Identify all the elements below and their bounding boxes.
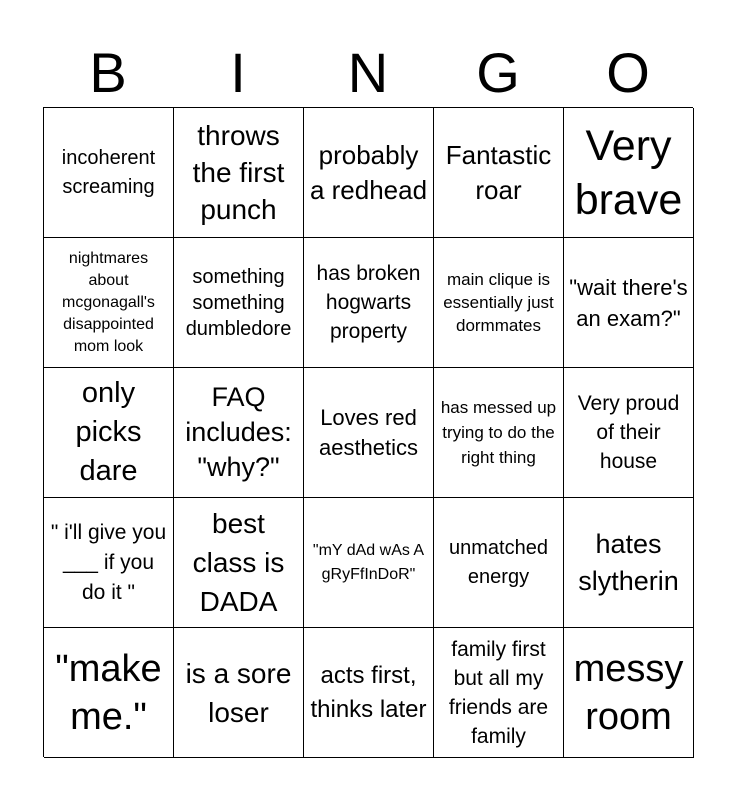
- cell-text: something something dumbledore: [185, 265, 292, 340]
- bingo-header: [43, 40, 693, 106]
- bingo-cell-r2-c4[interactable]: [434, 238, 564, 368]
- bingo-cell-r4-c4[interactable]: [434, 498, 564, 628]
- bingo-cell-r2-c5[interactable]: [564, 238, 694, 368]
- header-letter-g: G: [476, 41, 520, 104]
- bingo-board: [43, 107, 693, 757]
- bingo-cell-r5-c2[interactable]: [174, 628, 304, 758]
- bingo-cell-r4-c3[interactable]: [304, 498, 434, 628]
- bingo-cell-r2-c1[interactable]: [44, 238, 174, 368]
- cell-text: unmatched energy: [449, 536, 548, 588]
- cell-text: Very brave: [574, 121, 683, 224]
- bingo-cell-r5-c5[interactable]: [564, 628, 694, 758]
- cell-text: Fantastic roar: [445, 139, 552, 205]
- bingo-cell-r2-c3[interactable]: [304, 238, 434, 368]
- bingo-cell-r5-c3[interactable]: [304, 628, 434, 758]
- cell-text: only picks dare: [75, 377, 142, 487]
- cell-text: throws the first punch: [192, 120, 285, 225]
- bingo-cell-r5-c4[interactable]: [434, 628, 564, 758]
- header-letter-i: I: [230, 41, 246, 104]
- header-letter-b: B: [89, 41, 127, 104]
- bingo-cell-r3-c3[interactable]: [304, 368, 434, 498]
- cell-text: Very proud of their house: [577, 392, 680, 473]
- cell-text: "make me.": [55, 647, 162, 738]
- cell-text: acts first, thinks later: [310, 661, 427, 723]
- cell-text: messy room: [573, 647, 684, 738]
- cell-text: hates slytherin: [578, 528, 679, 596]
- bingo-cell-r3-c5[interactable]: [564, 368, 694, 498]
- cell-text: is a sore loser: [185, 657, 292, 728]
- bingo-cell-r3-c2[interactable]: [174, 368, 304, 498]
- cell-text: probably a redhead: [309, 139, 428, 205]
- cell-text: "wait there's an exam?": [569, 274, 688, 331]
- bingo-cell-r3-c4[interactable]: [434, 368, 564, 498]
- header-letter-n: N: [347, 41, 389, 104]
- bingo-cell-r4-c2[interactable]: [174, 498, 304, 628]
- header-letter-o: O: [606, 41, 650, 104]
- cell-text: "mY dAd wAs A gRyFfInDoR": [312, 541, 425, 583]
- cell-text: best class is DADA: [192, 508, 285, 617]
- bingo-cell-r5-c1[interactable]: [44, 628, 174, 758]
- cell-text: incoherent screaming: [61, 146, 156, 198]
- bingo-cell-r1-c5[interactable]: [564, 108, 694, 238]
- bingo-cell-r3-c1[interactable]: [44, 368, 174, 498]
- cell-text: has broken hogwarts property: [316, 262, 421, 343]
- bingo-cell-r4-c5[interactable]: [564, 498, 694, 628]
- cell-text: nightmares about mcgonagall's disappointed mom look: [62, 249, 155, 355]
- cell-text: has messed up trying to do the right thing: [440, 398, 557, 467]
- cell-text: FAQ includes: "why?": [185, 382, 292, 482]
- cell-text: family first but all my friends are family: [448, 637, 549, 748]
- bingo-cell-r1-c4[interactable]: [434, 108, 564, 238]
- cell-text: Loves red aesthetics: [318, 404, 419, 460]
- bingo-cell-r1-c3[interactable]: [304, 108, 434, 238]
- cell-text: main clique is essentially just dormmates: [443, 270, 554, 335]
- cell-text: " i'll give you ___ if you do it ": [50, 520, 167, 604]
- bingo-cell-r1-c1[interactable]: [44, 108, 174, 238]
- bingo-cell-r1-c2[interactable]: [174, 108, 304, 238]
- bingo-cell-r4-c1[interactable]: [44, 498, 174, 628]
- bingo-cell-r2-c2[interactable]: [174, 238, 304, 368]
